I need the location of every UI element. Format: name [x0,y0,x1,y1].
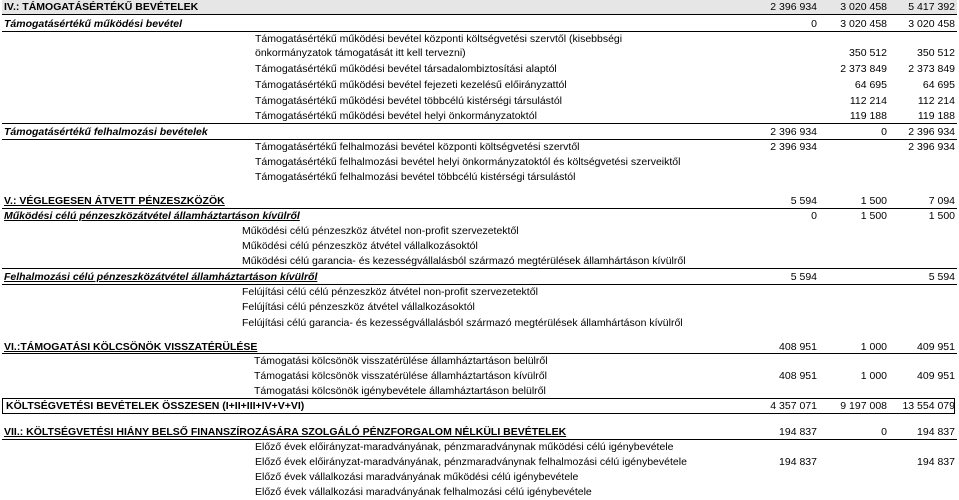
line-item [2,46,957,60]
line-label: Előző évek vállalkozási maradványának működési célú igénybevétele [255,471,579,483]
section-iv-title: IV.: TÁMOGATÁSÉRTÉKŰ BEVÉTELEK [4,1,199,13]
subsection-label: Támogatásértékű működési bevétel [4,18,182,30]
line-item [2,224,957,238]
total-value-3: 13 554 079 [902,400,955,412]
line-item [2,62,957,76]
line-item [2,155,957,169]
line-item [2,369,957,383]
section-vi-value-2: 1 000 [860,341,887,353]
value-2: 350 512 [849,47,887,59]
value-3: 2 396 934 [908,126,955,138]
line-item [2,170,957,184]
value-3: 5 594 [928,271,955,283]
section-vi-header [2,340,957,354]
line-label: Működési célú pénzeszköz átvétel vállalkozásoktól [242,240,478,252]
line-label: Támogatási kölcsönök visszatérülése államháztartáson kívülről [254,370,547,382]
line-item [2,140,957,154]
line-item [2,78,957,92]
section-v-value-1: 5 594 [790,195,817,207]
subsection-label: Működési célú pénzeszközátvétel államháztartáson kívülről [4,210,300,222]
value-2: 112 214 [849,95,887,107]
line-label: Előző évek vállalkozási maradványának felhalmozási célú igénybevétele [255,486,592,498]
value-1: 194 837 [779,456,817,468]
section-vii-title: VII.: KÖLTSÉGVETÉSI HIÁNY BELSŐ FINANSZÍROZÁSÁRA SZOLGÁLÓ PÉNZFORGALOM NÉLKÜLI BEVÉTELEK [4,426,567,438]
line-item [2,384,957,398]
value-1: 0 [811,18,817,30]
line-label: önkormányzatok támogatását itt kell tervezni) [255,47,466,59]
value-3: 350 512 [917,47,955,59]
subsection-operating-header [2,209,957,223]
value-3: 3 020 458 [908,18,955,30]
value-1: 0 [811,210,817,222]
section-iv-value-3: 5 417 392 [908,1,955,13]
value-3: 2 396 934 [908,141,955,153]
line-label: Előző évek előirányzat-maradványának, pénzmaradványnak felhalmozási célú igénybevétele [255,456,687,468]
section-vii-header [2,425,957,439]
line-label: Felújítási célú célú pénzeszköz átvétel non-profit szervezetektől [242,286,538,298]
line-label: Működési célú pénzeszköz átvétel non-profit szervezetektől [242,225,519,237]
value-2: 119 188 [849,110,887,122]
value-2: 3 020 458 [840,18,887,30]
section-v-value-3: 7 094 [928,195,955,207]
line-item [2,354,957,368]
line-label: Támogatásértékű felhalmozási bevétel helyi önkormányzatoktól és költségvetési szerveiktől [255,156,681,168]
value-1: 5 594 [790,271,817,283]
line-item [2,239,957,253]
subsection-operating-header [2,17,957,31]
value-3: 64 695 [922,79,955,91]
subsection-capital-header [2,270,957,284]
line-label: Támogatási kölcsönök visszatérülése államháztartáson belülről [254,355,548,367]
line-item [2,94,957,108]
line-item [2,109,957,123]
section-iv-header [2,0,957,14]
value-2: 1 000 [860,370,887,382]
line-item [2,32,957,46]
section-iv-value-2: 3 020 458 [840,1,887,13]
divider [2,268,957,269]
line-label: Támogatásértékű működési bevétel társadalombiztosítási alaptól [255,63,557,75]
line-item [2,316,957,330]
value-2: 1 500 [860,210,887,222]
subsection-label: Támogatásértékű felhalmozási bevételek [4,126,208,138]
section-iv-value-1: 2 396 934 [770,1,817,13]
total-value-2: 9 197 008 [840,400,887,412]
value-1: 408 951 [779,370,817,382]
line-label: Felújítási célú garancia- és kezességvállalásból származó megtérülések államhártáson kívülről [242,317,683,329]
value-1: 2 396 934 [770,126,817,138]
divider [2,123,957,124]
section-vii-value-2: 0 [881,426,887,438]
line-label: Támogatásértékű felhalmozási bevétel többcélú kistérségi társulástól [255,171,576,183]
total-row [2,399,957,413]
line-item [2,300,957,314]
subsection-label: Felhalmozási célú pénzeszközátvétel államháztartáson kívülről [4,271,318,283]
line-label: Működési célú garancia- és kezességvállalásból származó megtérülések államhártáson kívülről [242,255,686,267]
value-2: 2 373 849 [840,63,887,75]
line-label: Támogatásértékű működési bevétel többcélú kistérségi társulástól [255,95,562,107]
total-title: KÖLTSÉGVETÉSI BEVÉTELEK ÖSSZESEN (I+II+III+IV+V+VI) [6,400,305,412]
value-1: 2 396 934 [770,141,817,153]
section-vi-value-1: 408 951 [779,341,817,353]
value-3: 2 373 849 [908,63,955,75]
section-vi-title: VI.:TÁMOGATÁSI KÖLCSÖNÖK VISSZATÉRÜLÉSE [4,341,258,353]
line-item [2,470,957,484]
value-2: 0 [881,126,887,138]
divider [2,14,957,15]
line-item [2,440,957,454]
value-2: 64 695 [854,79,887,91]
value-3: 194 837 [917,456,955,468]
line-item [2,485,957,499]
subsection-capital-header [2,125,957,139]
section-v-value-2: 1 500 [860,195,887,207]
line-label: Támogatásértékű működési bevétel fejezeti kezelésű előirányzattól [255,79,567,91]
line-item [2,285,957,299]
line-label: Előző évek előirányzat-maradványának, pénzmaradványnak működési célú igénybevétele [255,441,674,453]
line-label: Támogatásértékű működési bevétel helyi önkormányzatoktól [255,110,537,122]
line-label: Felújítási célú pénzeszköz átvétel vállalkozásoktól [242,301,475,313]
line-item [2,254,957,268]
value-3: 1 500 [928,210,955,222]
section-vii-value-1: 194 837 [779,426,817,438]
section-vii-value-3: 194 837 [917,426,955,438]
line-item [2,455,957,469]
value-3: 409 951 [917,370,955,382]
section-v-title: V.: VÉGLEGESEN ÁTVETT PÉNZESZKÖZÖK [4,195,225,207]
section-v-header [2,194,957,208]
line-label: Támogatásértékű működési bevétel központi költségvetési szervtől (kisebbségi [255,33,623,45]
total-value-1: 4 357 071 [770,400,817,412]
value-3: 119 188 [917,110,955,122]
line-label: Támogatásértékű felhalmozási bevétel központi költségvetési szervtől [255,141,580,153]
section-vi-value-3: 409 951 [917,341,955,353]
line-label: Támogatási kölcsönök igénybevétele államháztartáson belülről [254,385,546,397]
value-3: 112 214 [917,95,955,107]
